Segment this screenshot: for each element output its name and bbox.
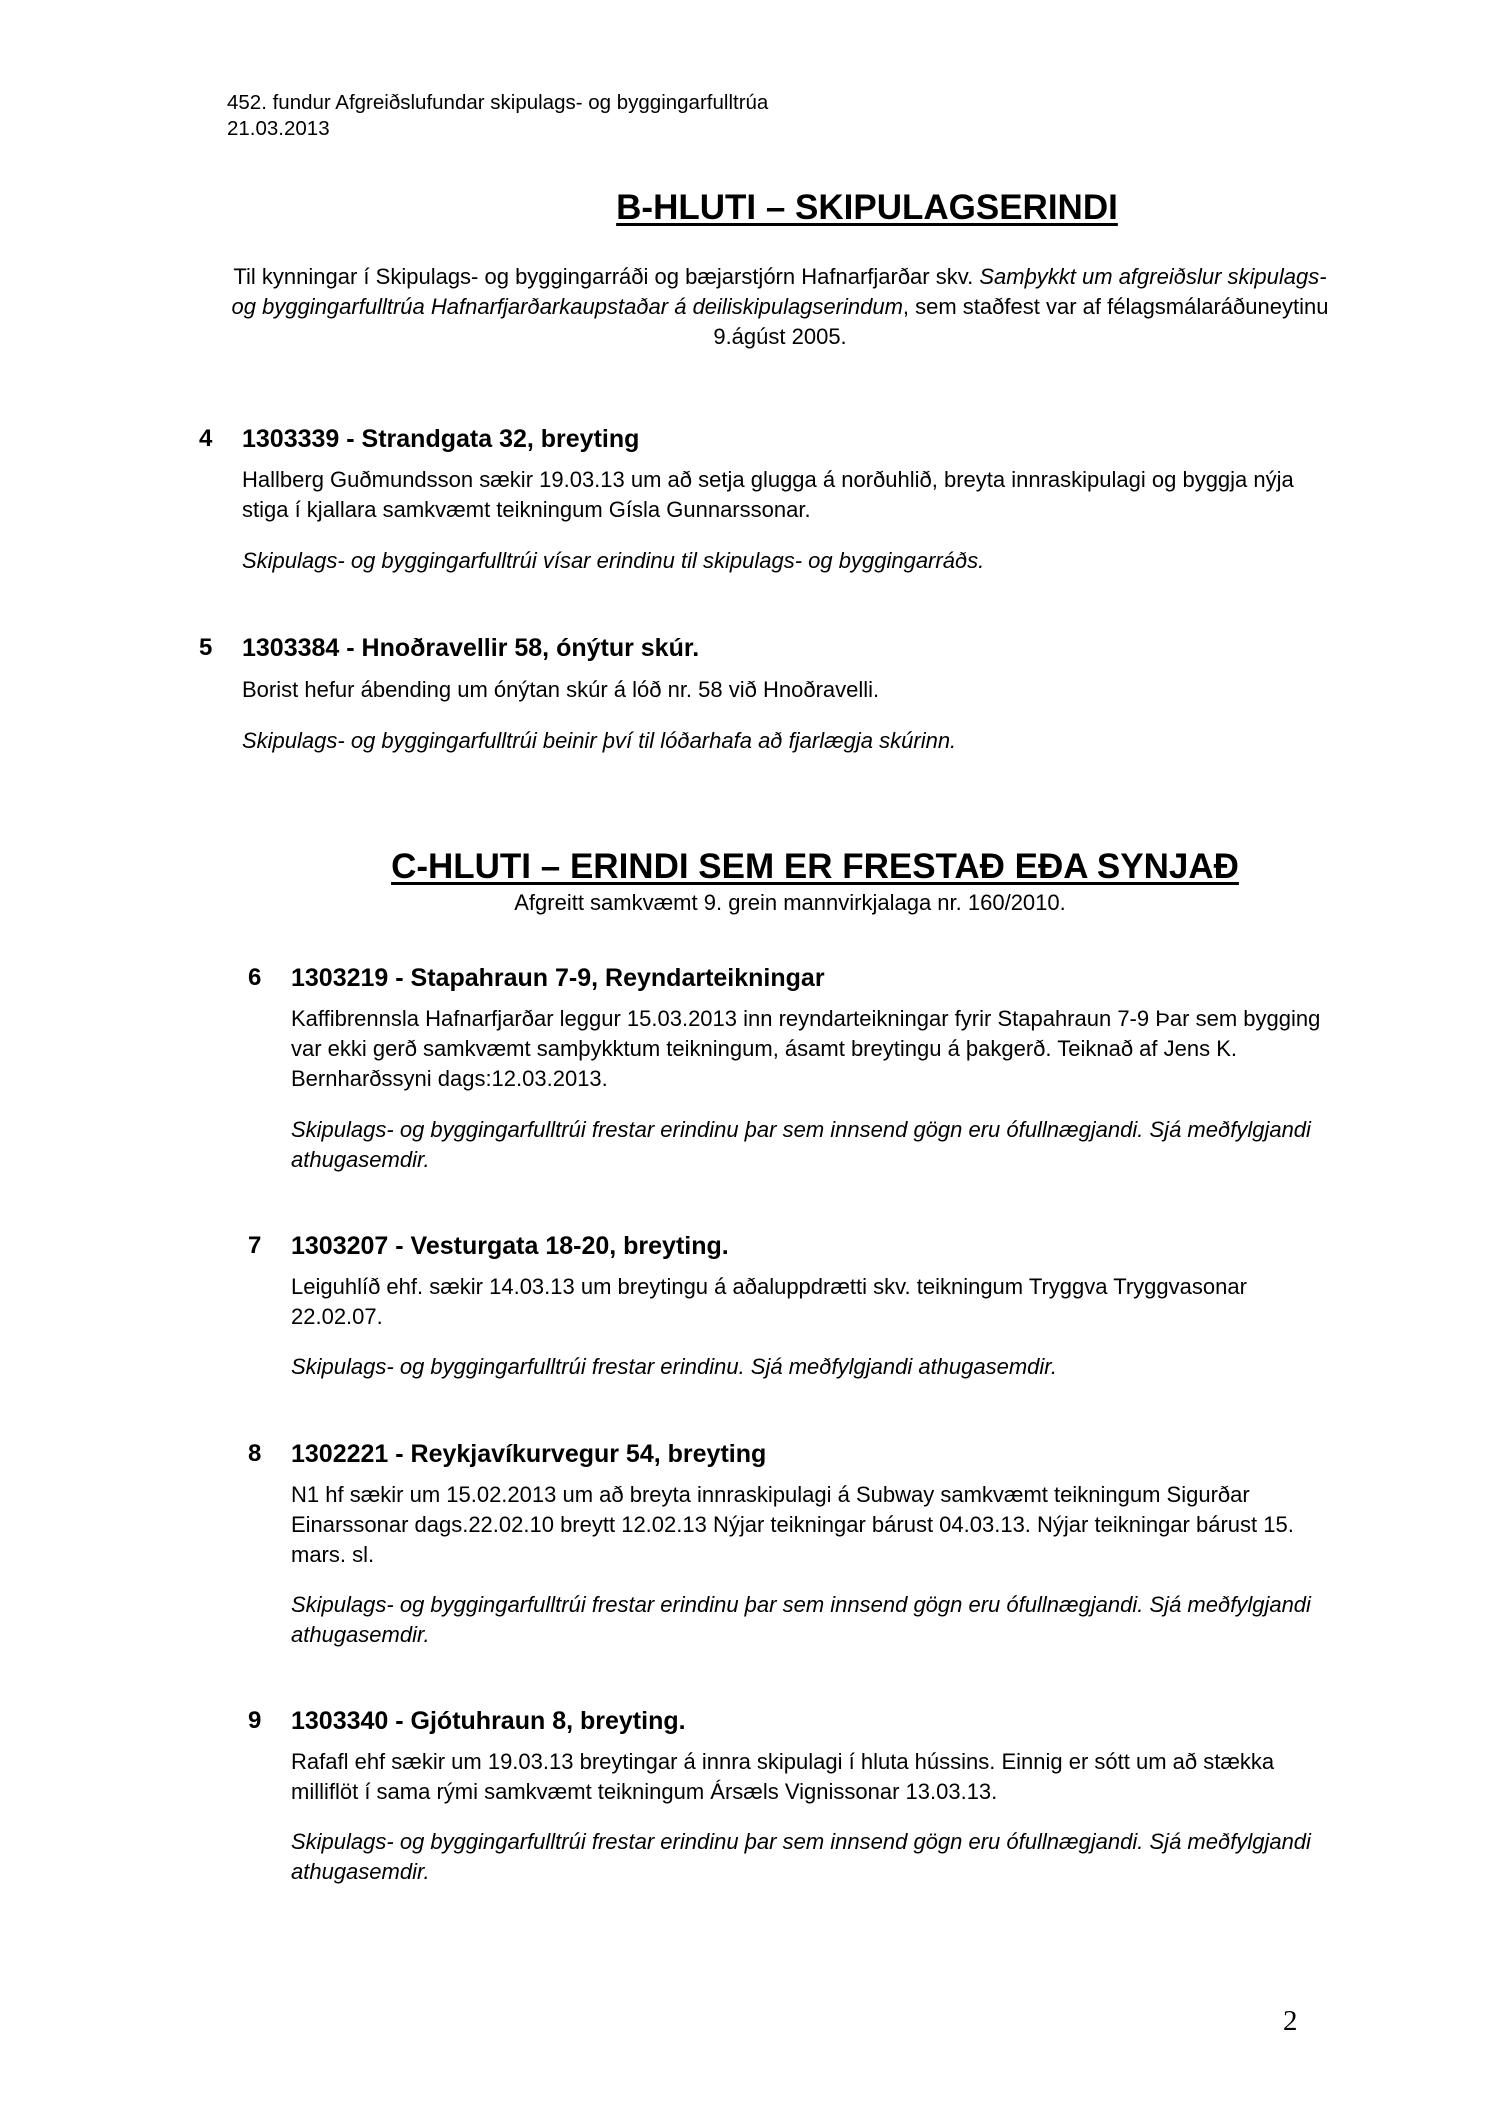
- intro-text-italic: Samþykkt um afgreiðslur skipulags- og byggingarfulltrúa Hafnarfjarðarkaupstaðar á deiliskipulagserindum: [231, 264, 1327, 319]
- case-description: Rafafl ehf sækir um 19.03.13 breytingar á innra skipulagi í hluta hússins. Einnig er sótt um að stækka milliflöt í sama rými samkvæmt teikningum Ársæls Vignissonar 13.03.13.: [291, 1749, 1275, 1804]
- case-title: 1303207 - Vesturgata 18-20, breyting.: [291, 1232, 729, 1260]
- case-title: 1303384 - Hnoðravellir 58, ónýtur skúr.: [242, 634, 700, 662]
- case-decision: Skipulags- og byggingarfulltrúi frestar erindinu þar sem innsend gögn eru ófullnægjandi. Sjá meðfylgjandi athugasemdir.: [291, 1117, 1311, 1172]
- case-description: Kaffibrennsla Hafnarfjarðar leggur 15.03.2013 inn reyndarteikningar fyrir Stapahraun 7-9 Þar sem bygging var ekki gerð samkvæmt samþykktum teikningum, ásamt breytingu á þakgerð. Teiknað af Jens K. Bernharðssyni dags:12.03.2013.: [291, 1006, 1321, 1091]
- page-number: 2: [1283, 2005, 1298, 2037]
- case-description: Leiguhlíð ehf. sækir 14.03.13 um breytingu á aðaluppdrætti skv. teikningum Tryggva Tryggvasonar 22.02.07.: [291, 1274, 1247, 1329]
- case-number: 4: [199, 425, 213, 452]
- case-description: Borist hefur ábending um ónýtan skúr á lóð nr. 58 við Hnoðravelli.: [242, 677, 880, 702]
- case-number: 5: [199, 634, 213, 661]
- case-description: N1 hf sækir um 15.02.2013 um að breyta innraskipulagi á Subway samkvæmt teikningum Sigurðar Einarssonar dags.22.02.10 breytt 12.02.13 Nýjar teikningar bárust 04.03.13. Nýjar teikningar bárust 15. mars. sl.: [291, 1482, 1294, 1567]
- section-c-subtitle: Afgreitt samkvæmt 9. grein mannvirkjalaga nr. 160/2010.: [514, 890, 1066, 915]
- case-title: 1302221 - Reykjavíkurvegur 54, breyting: [291, 1440, 767, 1468]
- case-decision: Skipulags- og byggingarfulltrúi frestar erindinu þar sem innsend gögn eru ófullnægjandi. Sjá meðfylgjandi athugasemdir.: [291, 1592, 1311, 1647]
- case-number: 9: [248, 1707, 262, 1734]
- case-decision: Skipulags- og byggingarfulltrúi vísar erindinu til skipulags- og byggingarráðs.: [242, 548, 985, 573]
- case-decision: Skipulags- og byggingarfulltrúi beinir því til lóðarhafa að fjarlægja skúrinn.: [242, 728, 957, 753]
- meeting-header: 452. fundur Afgreiðslufundar skipulags- og byggingarfulltrúa: [227, 91, 769, 114]
- case-description: Hallberg Guðmundsson sækir 19.03.13 um að setja glugga á norðuhlið, breyta innraskipulagi og byggja nýja stiga í kjallara samkvæmt teikningum Gísla Gunnarssonar.: [242, 467, 1294, 522]
- case-title: 1303339 - Strandgata 32, breyting: [242, 425, 640, 453]
- section-b-intro: [220, 262, 1340, 352]
- case-number: 6: [248, 964, 262, 991]
- intro-text-end: , sem staðfest var af félagsmálaráðuneytinu 9.ágúst 2005.: [713, 294, 1329, 349]
- case-decision: Skipulags- og byggingarfulltrúi frestar erindinu þar sem innsend gögn eru ófullnægjandi. Sjá meðfylgjandi athugasemdir.: [291, 1829, 1311, 1884]
- case-decision: Skipulags- og byggingarfulltrúi frestar erindinu. Sjá meðfylgjandi athugasemdir.: [291, 1354, 1057, 1379]
- case-number: 7: [248, 1232, 262, 1259]
- case-number: 8: [248, 1440, 262, 1467]
- case-title: 1303340 - Gjótuhraun 8, breyting.: [291, 1707, 686, 1735]
- section-b-title: B-HLUTI – SKIPULAGSERINDI: [616, 188, 1118, 227]
- meeting-date: 21.03.2013: [227, 117, 330, 140]
- intro-text-start: Til kynningar í Skipulags- og byggingarráði og bæjarstjórn Hafnarfjarðar skv.: [233, 264, 980, 289]
- section-c-title: C-HLUTI – ERINDI SEM ER FRESTAÐ EÐA SYNJAÐ: [391, 847, 1239, 886]
- case-title: 1303219 - Stapahraun 7-9, Reyndarteikningar: [291, 964, 825, 992]
